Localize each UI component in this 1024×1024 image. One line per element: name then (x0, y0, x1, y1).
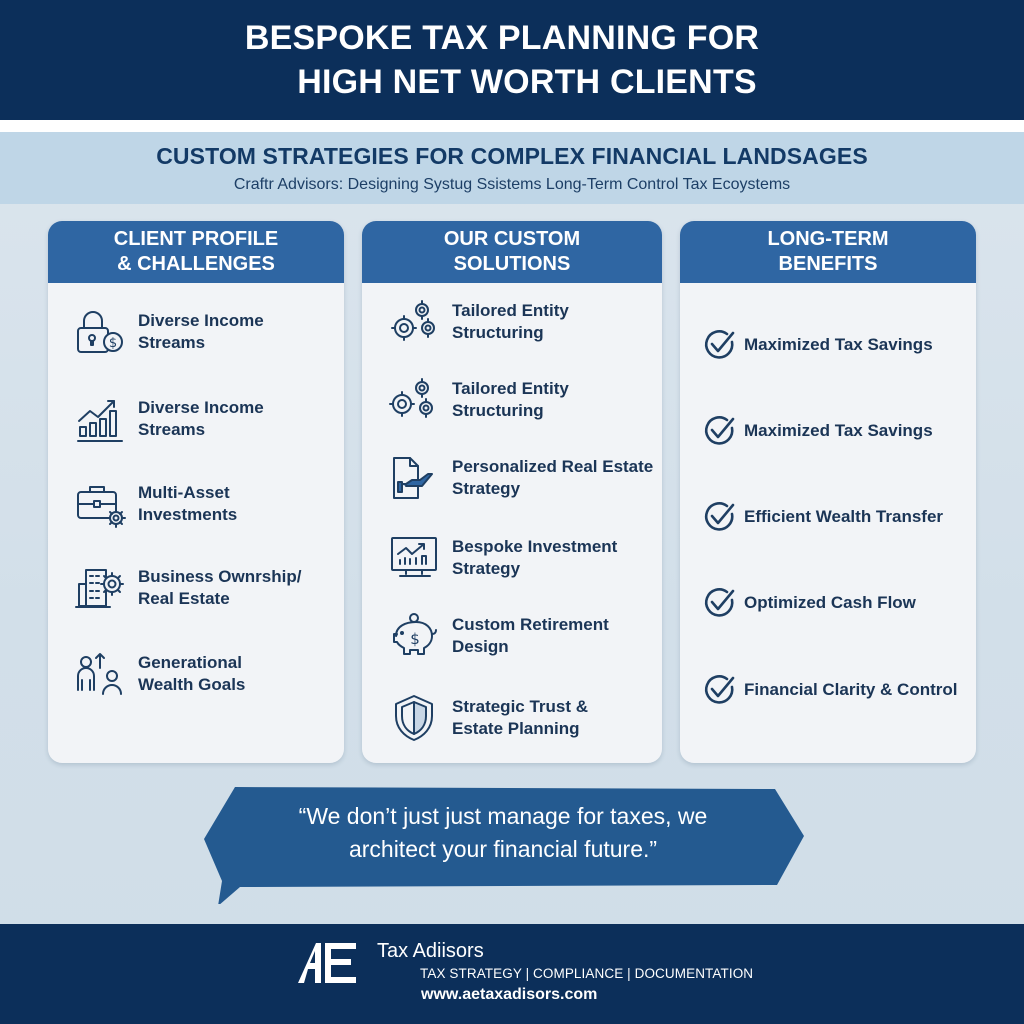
quote-line1: “We don’t just just manage for taxes, we (298, 803, 708, 829)
page-title-line2: HIGH NET WORTH CLIENTS (297, 63, 757, 101)
list-item (680, 585, 976, 621)
list-item (362, 533, 662, 583)
card-title-line1: OUR CUSTOM (443, 228, 581, 250)
item-label-line2: Streams (138, 333, 206, 352)
ae-logo-icon (296, 941, 358, 985)
document-hand-icon (386, 453, 442, 503)
list-item (48, 307, 344, 357)
building-gear-icon (72, 563, 128, 613)
list-item (362, 297, 662, 347)
item-label-line2: Structuring (452, 323, 544, 342)
item-label-line1: Diverse Income (138, 311, 264, 330)
list-item (48, 563, 344, 613)
item-label: Efficient Wealth Transfer (744, 507, 944, 526)
piggy-bank-icon (386, 611, 442, 661)
item-label-line1: Multi-Asset (138, 483, 230, 502)
card-header (680, 221, 976, 283)
svg-text:$: $ (108, 336, 118, 351)
subtitle-banner (0, 132, 1024, 204)
lock-dollar-icon (72, 307, 128, 357)
card-title-line1: LONG-TERM (767, 228, 889, 250)
item-label-line1: Personalized Real Estate (452, 457, 654, 476)
gears-icon (386, 297, 442, 347)
divider-strip (0, 120, 1024, 132)
list-item (680, 327, 976, 363)
list-item (680, 413, 976, 449)
list-item (680, 672, 976, 708)
item-label-line1: Tailored Entity (452, 379, 569, 398)
quote-banner (200, 784, 806, 904)
subtitle-headline: CUSTOM STRATEGIES FOR COMPLEX FINANCIAL LANDSAGES (156, 142, 868, 169)
item-label-line1: Diverse Income (138, 398, 264, 417)
item-label: Financial Clarity & Control (744, 680, 958, 699)
list-item (48, 649, 344, 699)
item-label-line1: Business Ownrship/ (138, 567, 302, 586)
monitor-chart-icon (386, 533, 442, 583)
svg-text:$: $ (410, 630, 420, 648)
list-item (362, 693, 662, 743)
check-circle-icon (702, 327, 738, 363)
gears-icon (386, 375, 442, 425)
quote-text (240, 800, 766, 866)
card-title-line2: SOLUTIONS (453, 253, 571, 275)
card-client-profile (48, 221, 344, 763)
item-label-line1: Generational (138, 653, 242, 672)
services-list: TAX STRATEGY | COMPLIANCE | DOCUMENTATION (420, 966, 754, 981)
footer (0, 924, 1024, 1024)
item-label-line1: Bespoke Investment (452, 537, 618, 556)
list-item (362, 453, 662, 503)
shield-icon (386, 693, 442, 743)
item-label-line2: Real Estate (138, 589, 230, 608)
page-title-line1: BESPOKE TAX PLANNING FOR (244, 19, 760, 57)
item-label: Maximized Tax Savings (744, 421, 933, 440)
briefcase-gear-icon (72, 479, 128, 529)
item-label: Optimized Cash Flow (744, 593, 916, 612)
card-header (362, 221, 662, 283)
item-label-line2: Investments (138, 505, 238, 524)
list-item (48, 479, 344, 529)
website-link[interactable]: www.aetaxadisors.com (421, 986, 598, 1003)
check-circle-icon (702, 413, 738, 449)
card-long-term-benefits (680, 221, 976, 763)
list-item (680, 499, 976, 535)
card-title-line1: CLIENT PROFILE (113, 228, 279, 250)
item-label-line2: Strategy (452, 559, 521, 578)
check-circle-icon (702, 499, 738, 535)
card-title-line2: BENEFITS (778, 253, 878, 275)
subtitle-tagline: Craftr Advisors: Designing Systug Ssistems Long-Term Control Tax Ecoystems (233, 175, 791, 193)
firm-name: Tax Adiisors (377, 940, 484, 962)
item-label-line1: Custom Retirement (452, 615, 609, 634)
list-item (362, 611, 662, 661)
quote-line2: architect your financial future.” (348, 836, 658, 862)
item-label-line2: Design (452, 637, 509, 656)
item-label-line2: Estate Planning (452, 719, 580, 738)
title-banner (0, 0, 1024, 120)
generations-icon (72, 649, 128, 699)
item-label-line1: Strategic Trust & (452, 697, 589, 716)
list-item (48, 394, 344, 444)
item-label-line2: Streams (138, 420, 206, 439)
item-label-line2: Wealth Goals (138, 675, 246, 694)
card-custom-solutions (362, 221, 662, 763)
check-circle-icon (702, 585, 738, 621)
item-label-line1: Tailored Entity (452, 301, 569, 320)
list-item (362, 375, 662, 425)
growth-chart-icon (72, 394, 128, 444)
card-header (48, 221, 344, 283)
card-title-line2: & CHALLENGES (117, 253, 275, 275)
item-label-line2: Strategy (452, 479, 521, 498)
item-label-line2: Structuring (452, 401, 544, 420)
item-label: Maximized Tax Savings (744, 335, 933, 354)
check-circle-icon (702, 672, 738, 708)
